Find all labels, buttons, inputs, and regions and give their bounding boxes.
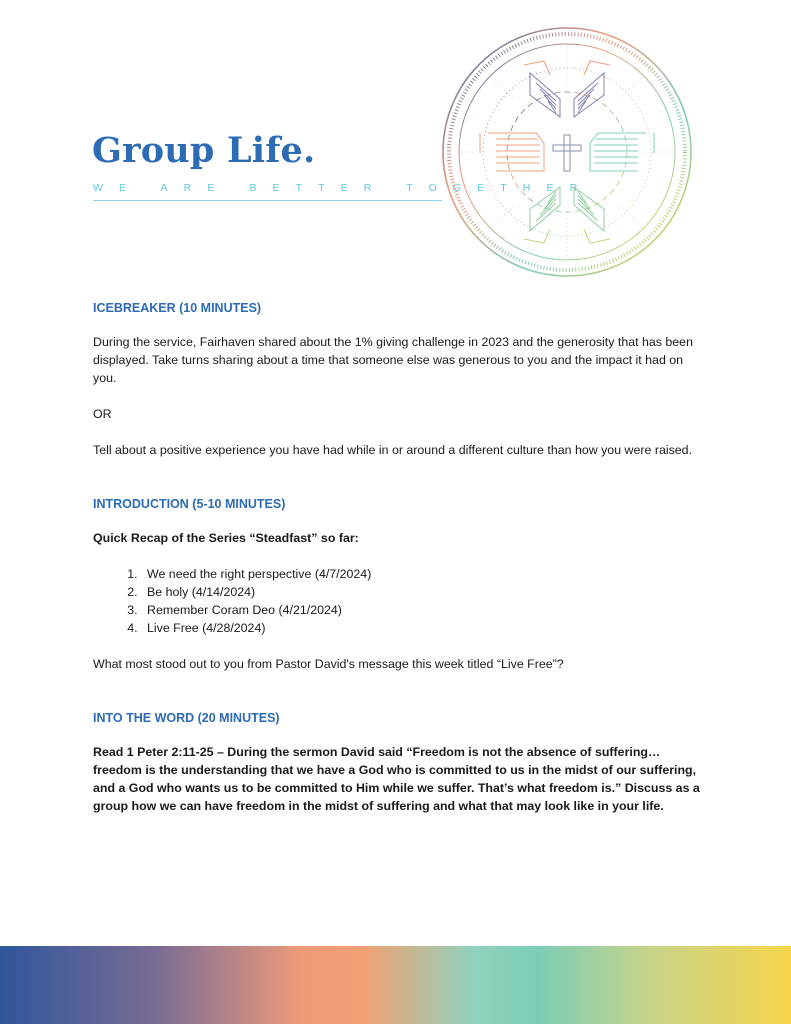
recap-list: [93, 565, 703, 637]
study-guide-content: [93, 299, 703, 833]
into-the-word-text: Read 1 Peter 2:11-25 – During the sermon David said “Freedom is not the absence of suffering…freedom is the understanding that we have a God who is committed to us in the midst of our suffering, and a God who wants us to be committed to Him while we suffer. That’s what freedom is.” Discuss as a group how we can have freedom in the midst of suffering and what that may look like in your life.: [93, 745, 700, 813]
introduction-heading: INTRODUCTION (5-10 MINUTES): [93, 497, 286, 511]
icebreaker-heading: ICEBREAKER (10 MINUTES): [93, 301, 262, 315]
icebreaker-or: OR: [93, 407, 112, 421]
brand-title: Group Life.: [92, 130, 316, 171]
icebreaker-prompt-2: Tell about a positive experience you have had while in or around a different culture than how you were raised.: [93, 443, 693, 457]
introduction-question: What most stood out to you from Pastor David's message this week titled “Live Free”?: [93, 657, 564, 671]
recap-title: Quick Recap of the Series “Steadfast” so far:: [93, 531, 359, 545]
group-life-emblem-icon: [440, 25, 694, 279]
brand-divider: [93, 200, 442, 201]
recap-item: 1. We need the right perspective (4/7/2024): [141, 565, 703, 583]
icebreaker-section: [93, 299, 703, 459]
brand-tagline: WE ARE BETTER TOGETHER: [93, 182, 594, 194]
recap-item: 2. Be holy (4/14/2024): [141, 583, 703, 601]
into-the-word-heading: INTO THE WORD (20 MINUTES): [93, 711, 280, 725]
introduction-section: [93, 495, 703, 673]
recap-item: 4. Live Free (4/28/2024): [141, 619, 703, 637]
footer-gradient-bar: [0, 946, 791, 1024]
icebreaker-prompt-1: During the service, Fairhaven shared about the 1% giving challenge in 2023 and the generosity that has been displayed. Take turns sharing about a time that someone else was generous to you and the impact it had on you.: [93, 335, 693, 385]
recap-item: 3. Remember Coram Deo (4/21/2024): [141, 601, 703, 619]
into-the-word-section: [93, 709, 703, 815]
